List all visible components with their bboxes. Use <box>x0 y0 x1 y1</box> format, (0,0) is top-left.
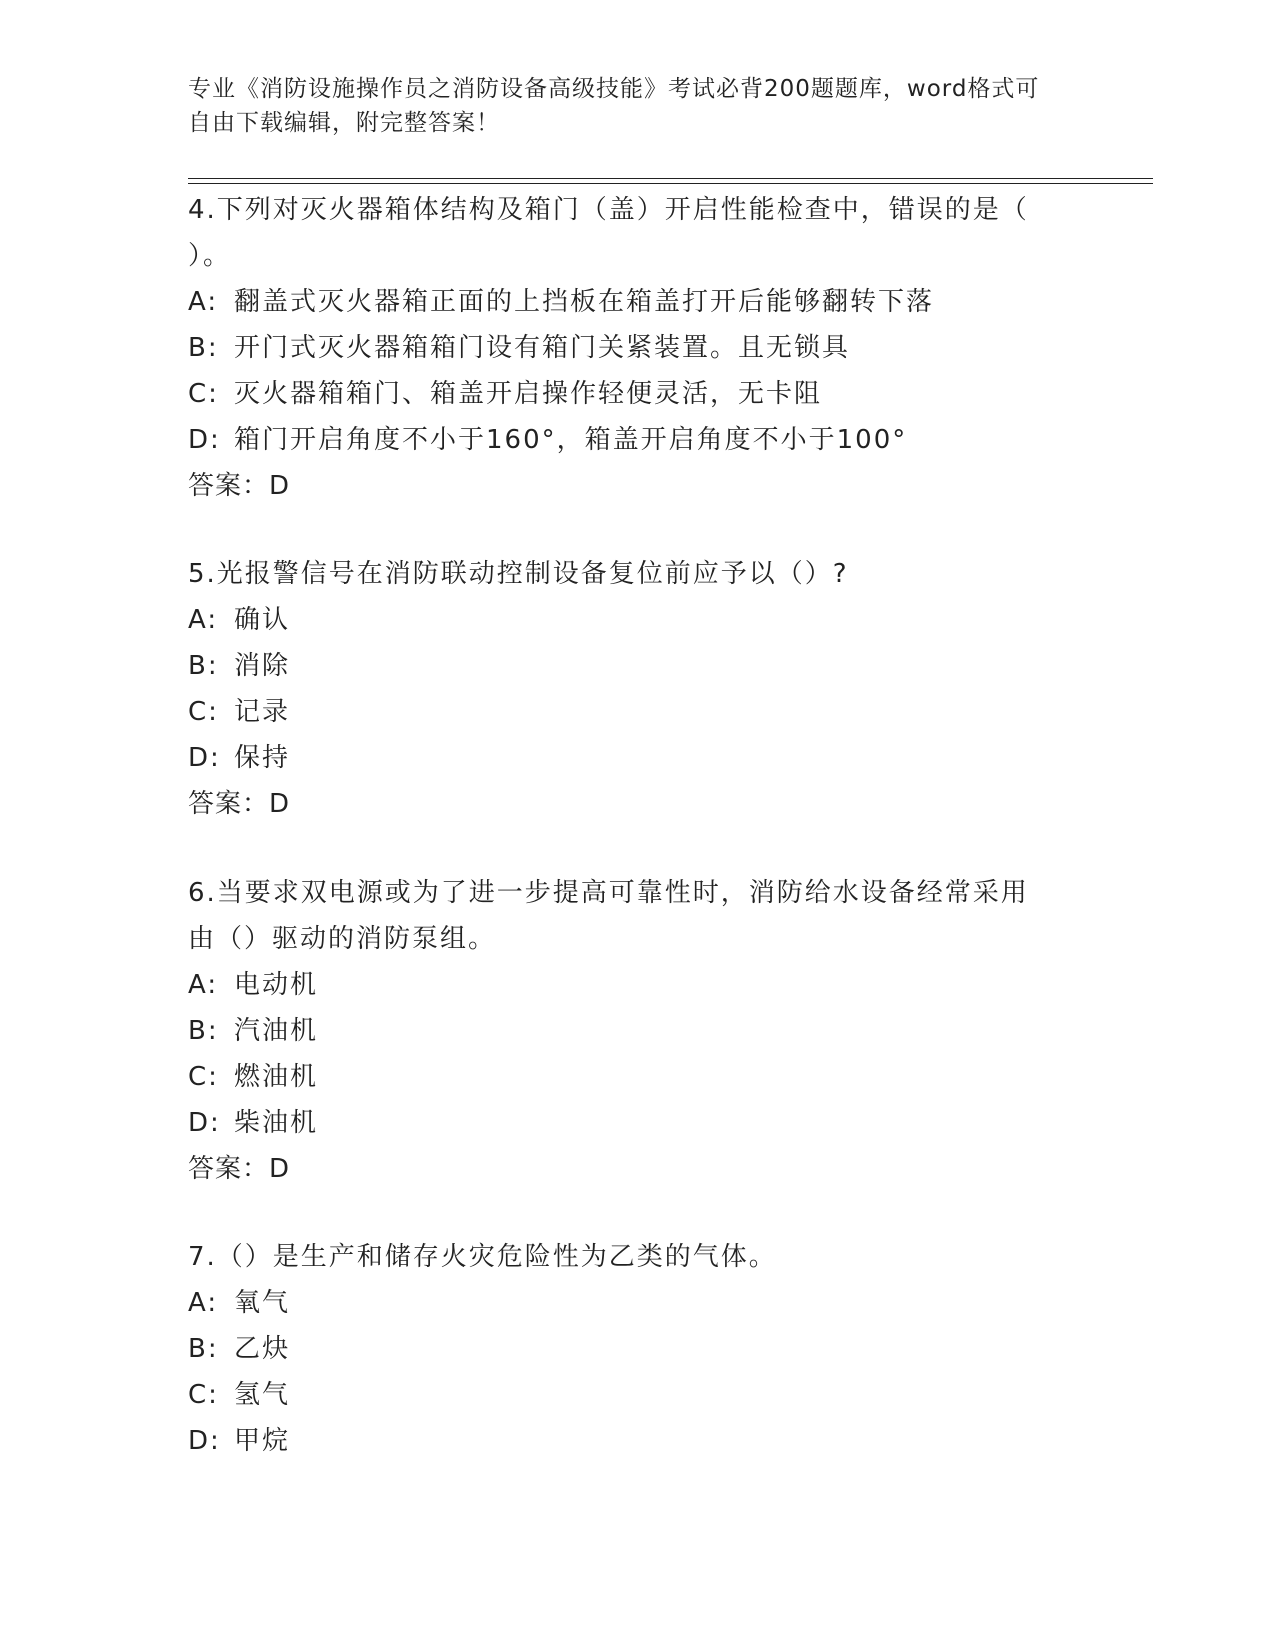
option-letter: D: <box>188 1108 221 1138</box>
option-text: 甲烷 <box>234 1426 291 1456</box>
question-5 <box>188 551 1088 827</box>
option-letter: D: <box>188 425 221 455</box>
option-letter: C: <box>188 697 219 727</box>
option-d <box>188 1100 1088 1146</box>
option-c <box>188 689 1088 735</box>
answer-line: 答案：D <box>188 789 291 819</box>
option-b <box>188 1008 1088 1054</box>
option-letter: C: <box>188 379 219 409</box>
option-b <box>188 643 1088 689</box>
option-a <box>188 1280 1088 1326</box>
option-text: 箱门开启角度不小于160°，箱盖开启角度不小于100° <box>234 425 908 455</box>
question-text-line: 5.光报警信号在消防联动控制设备复位前应予以（）? <box>188 559 849 589</box>
question-text-line: 7.（）是生产和储存火灾危险性为乙类的气体。 <box>188 1242 777 1272</box>
header-line-1: 专业《消防设施操作员之消防设备高级技能》考试必背200题题库，word格式可 <box>188 76 1040 102</box>
answer-line: 答案：D <box>188 1154 291 1184</box>
option-d <box>188 417 1088 463</box>
option-text: 柴油机 <box>234 1108 319 1138</box>
option-b <box>188 1326 1088 1372</box>
option-letter: A: <box>188 287 219 317</box>
option-letter: B: <box>188 1016 219 1046</box>
option-text: 确认 <box>234 605 291 635</box>
option-letter: B: <box>188 333 219 363</box>
question-text-line: 由（）驱动的消防泵组。 <box>188 924 497 954</box>
option-text: 灭火器箱箱门、箱盖开启操作轻便灵活，无卡阻 <box>234 379 823 409</box>
option-d <box>188 735 1088 781</box>
option-d <box>188 1418 1088 1464</box>
option-letter: D: <box>188 743 221 773</box>
option-c <box>188 1372 1088 1418</box>
option-text: 氢气 <box>234 1380 291 1410</box>
question-text-line: 6.当要求双电源或为了进一步提高可靠性时，消防给水设备经常采用 <box>188 878 1029 908</box>
option-text: 乙炔 <box>234 1334 291 1364</box>
option-text: 燃油机 <box>234 1062 319 1092</box>
option-a <box>188 279 1088 325</box>
question-text-line: 4.下列对灭火器箱体结构及箱门（盖）开启性能检查中，错误的是（ <box>188 195 1029 225</box>
header-divider-top <box>188 178 1153 179</box>
option-letter: C: <box>188 1380 219 1410</box>
question-text-line: ）。 <box>188 241 232 271</box>
question-6 <box>188 870 1088 1192</box>
option-letter: B: <box>188 651 219 681</box>
header-divider-bottom <box>188 183 1153 184</box>
option-text: 翻盖式灭火器箱正面的上挡板在箱盖打开后能够翻转下落 <box>234 287 935 317</box>
option-b <box>188 325 1088 371</box>
option-text: 消除 <box>234 651 291 681</box>
option-text: 氧气 <box>234 1288 291 1318</box>
option-letter: A: <box>188 605 219 635</box>
option-letter: A: <box>188 1288 219 1318</box>
option-text: 开门式灭火器箱箱门设有箱门关紧装置。且无锁具 <box>234 333 851 363</box>
option-a <box>188 962 1088 1008</box>
option-c <box>188 1054 1088 1100</box>
option-letter: D: <box>188 1426 221 1456</box>
question-7 <box>188 1234 1088 1464</box>
option-c <box>188 371 1088 417</box>
answer-line: 答案：D <box>188 471 291 501</box>
option-text: 记录 <box>234 697 291 727</box>
option-text: 电动机 <box>234 970 319 1000</box>
option-letter: B: <box>188 1334 219 1364</box>
option-letter: C: <box>188 1062 219 1092</box>
question-4 <box>188 187 1088 509</box>
option-a <box>188 597 1088 643</box>
header-line-2: 自由下载编辑，附完整答案！ <box>188 110 500 136</box>
option-text: 保持 <box>234 743 291 773</box>
document-header <box>188 72 1068 140</box>
option-letter: A: <box>188 970 219 1000</box>
option-text: 汽油机 <box>234 1016 319 1046</box>
